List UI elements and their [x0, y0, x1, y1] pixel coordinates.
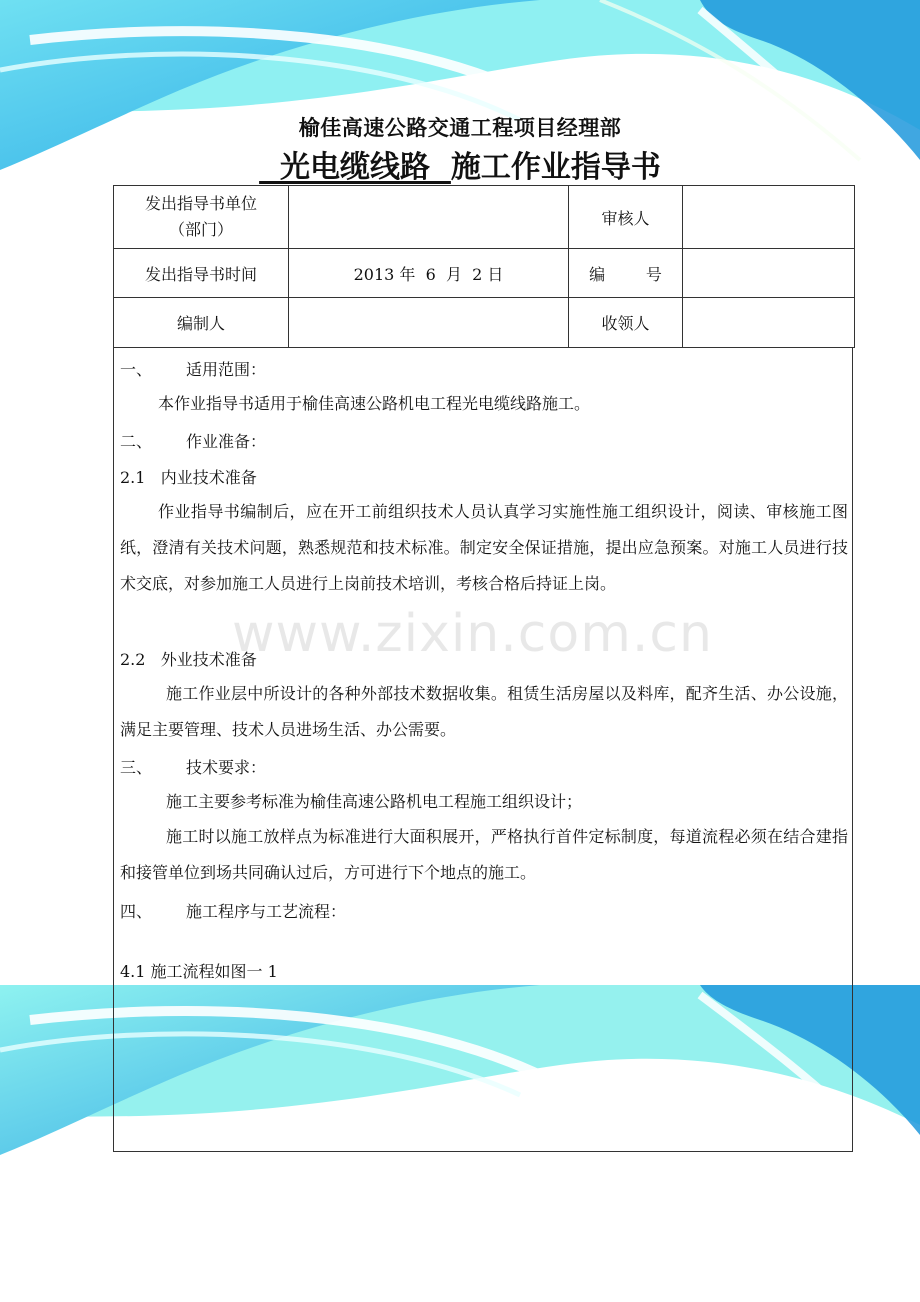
table-row	[114, 186, 855, 249]
organization-title: 榆佳高速公路交通工程项目经理部	[298, 115, 622, 140]
compiler-label: 编制人	[114, 298, 289, 348]
receiver-label: 收领人	[569, 298, 683, 348]
subsection-2-2-heading: 2.2 外业技术准备	[120, 650, 257, 669]
section-number: 三、	[120, 758, 153, 777]
table-row	[114, 298, 855, 348]
section-title: 作业准备：	[186, 432, 267, 451]
number-label: 编 号	[569, 249, 683, 298]
watermark-text: www.zixin.com.cn	[232, 604, 713, 664]
section-title: 技术要求：	[186, 758, 267, 777]
section-number: 一、	[120, 360, 153, 379]
section-1-heading	[120, 357, 266, 380]
title-underlined-field	[259, 150, 451, 185]
reviewer-value	[683, 186, 855, 249]
section-2-heading	[120, 429, 266, 452]
subsection-2-1-heading: 2.1 内业技术准备	[120, 468, 257, 487]
issue-time-value: 2013 年 6 月 2 日	[289, 249, 569, 298]
issuing-unit-label: 发出指导书单位	[144, 194, 257, 213]
section-3-heading	[120, 755, 266, 778]
section-title: 施工程序与工艺流程：	[186, 902, 347, 921]
issue-time-label: 发出指导书时间	[114, 249, 289, 298]
issuing-unit-label-sub: （部门）	[168, 220, 233, 239]
subsection-2-1-text: 作业指导书编制后，应在开工前组织技术人员认真学习实施性施工组织设计，阅读、审核施工图纸，澄清有关技术问题，熟悉规范和技术标准。制定安全保证措施，提出应急预案。对施工人员进行技术交底，对参加施工人员进行上岗前技术培训，考核合格后持证上岗。	[120, 502, 848, 593]
number-value	[683, 249, 855, 298]
section-number: 四、	[120, 902, 153, 921]
section-3-text-1: 施工主要参考标准为榆佳高速公路机电工程施工组织设计；	[166, 792, 583, 811]
document-title	[0, 142, 920, 186]
title-fill-text: 光电缆线路	[280, 150, 430, 185]
section-title: 适用范围：	[186, 360, 267, 379]
title-rest-text: 施工作业指导书	[450, 150, 661, 185]
issuing-unit-label-cell	[114, 186, 289, 249]
subsection-4-1-text: 4.1 施工流程如图一 1	[120, 962, 278, 981]
reviewer-label: 审核人	[569, 186, 683, 249]
receiver-value	[683, 298, 855, 348]
section-3-text-2: 施工时以施工放样点为标准进行大面积展开，严格执行首件定标制度，每道流程必须在结合建指和接管单位到场共同确认过后，方可进行下个地点的施工。	[120, 827, 848, 882]
subsection-2-2-text: 施工作业层中所设计的各种外部技术数据收集。租赁生活房屋以及料库，配齐生活、办公设施，满足主要管理、技术人员进场生活、办公需要。	[120, 684, 848, 739]
issuing-unit-value	[289, 186, 569, 249]
info-table	[113, 185, 855, 348]
section-1-text: 本作业指导书适用于榆佳高速公路机电工程光电缆线路施工。	[158, 394, 591, 413]
table-row	[114, 249, 855, 298]
compiler-value	[289, 298, 569, 348]
section-4-heading	[120, 899, 346, 922]
section-number: 二、	[120, 432, 153, 451]
